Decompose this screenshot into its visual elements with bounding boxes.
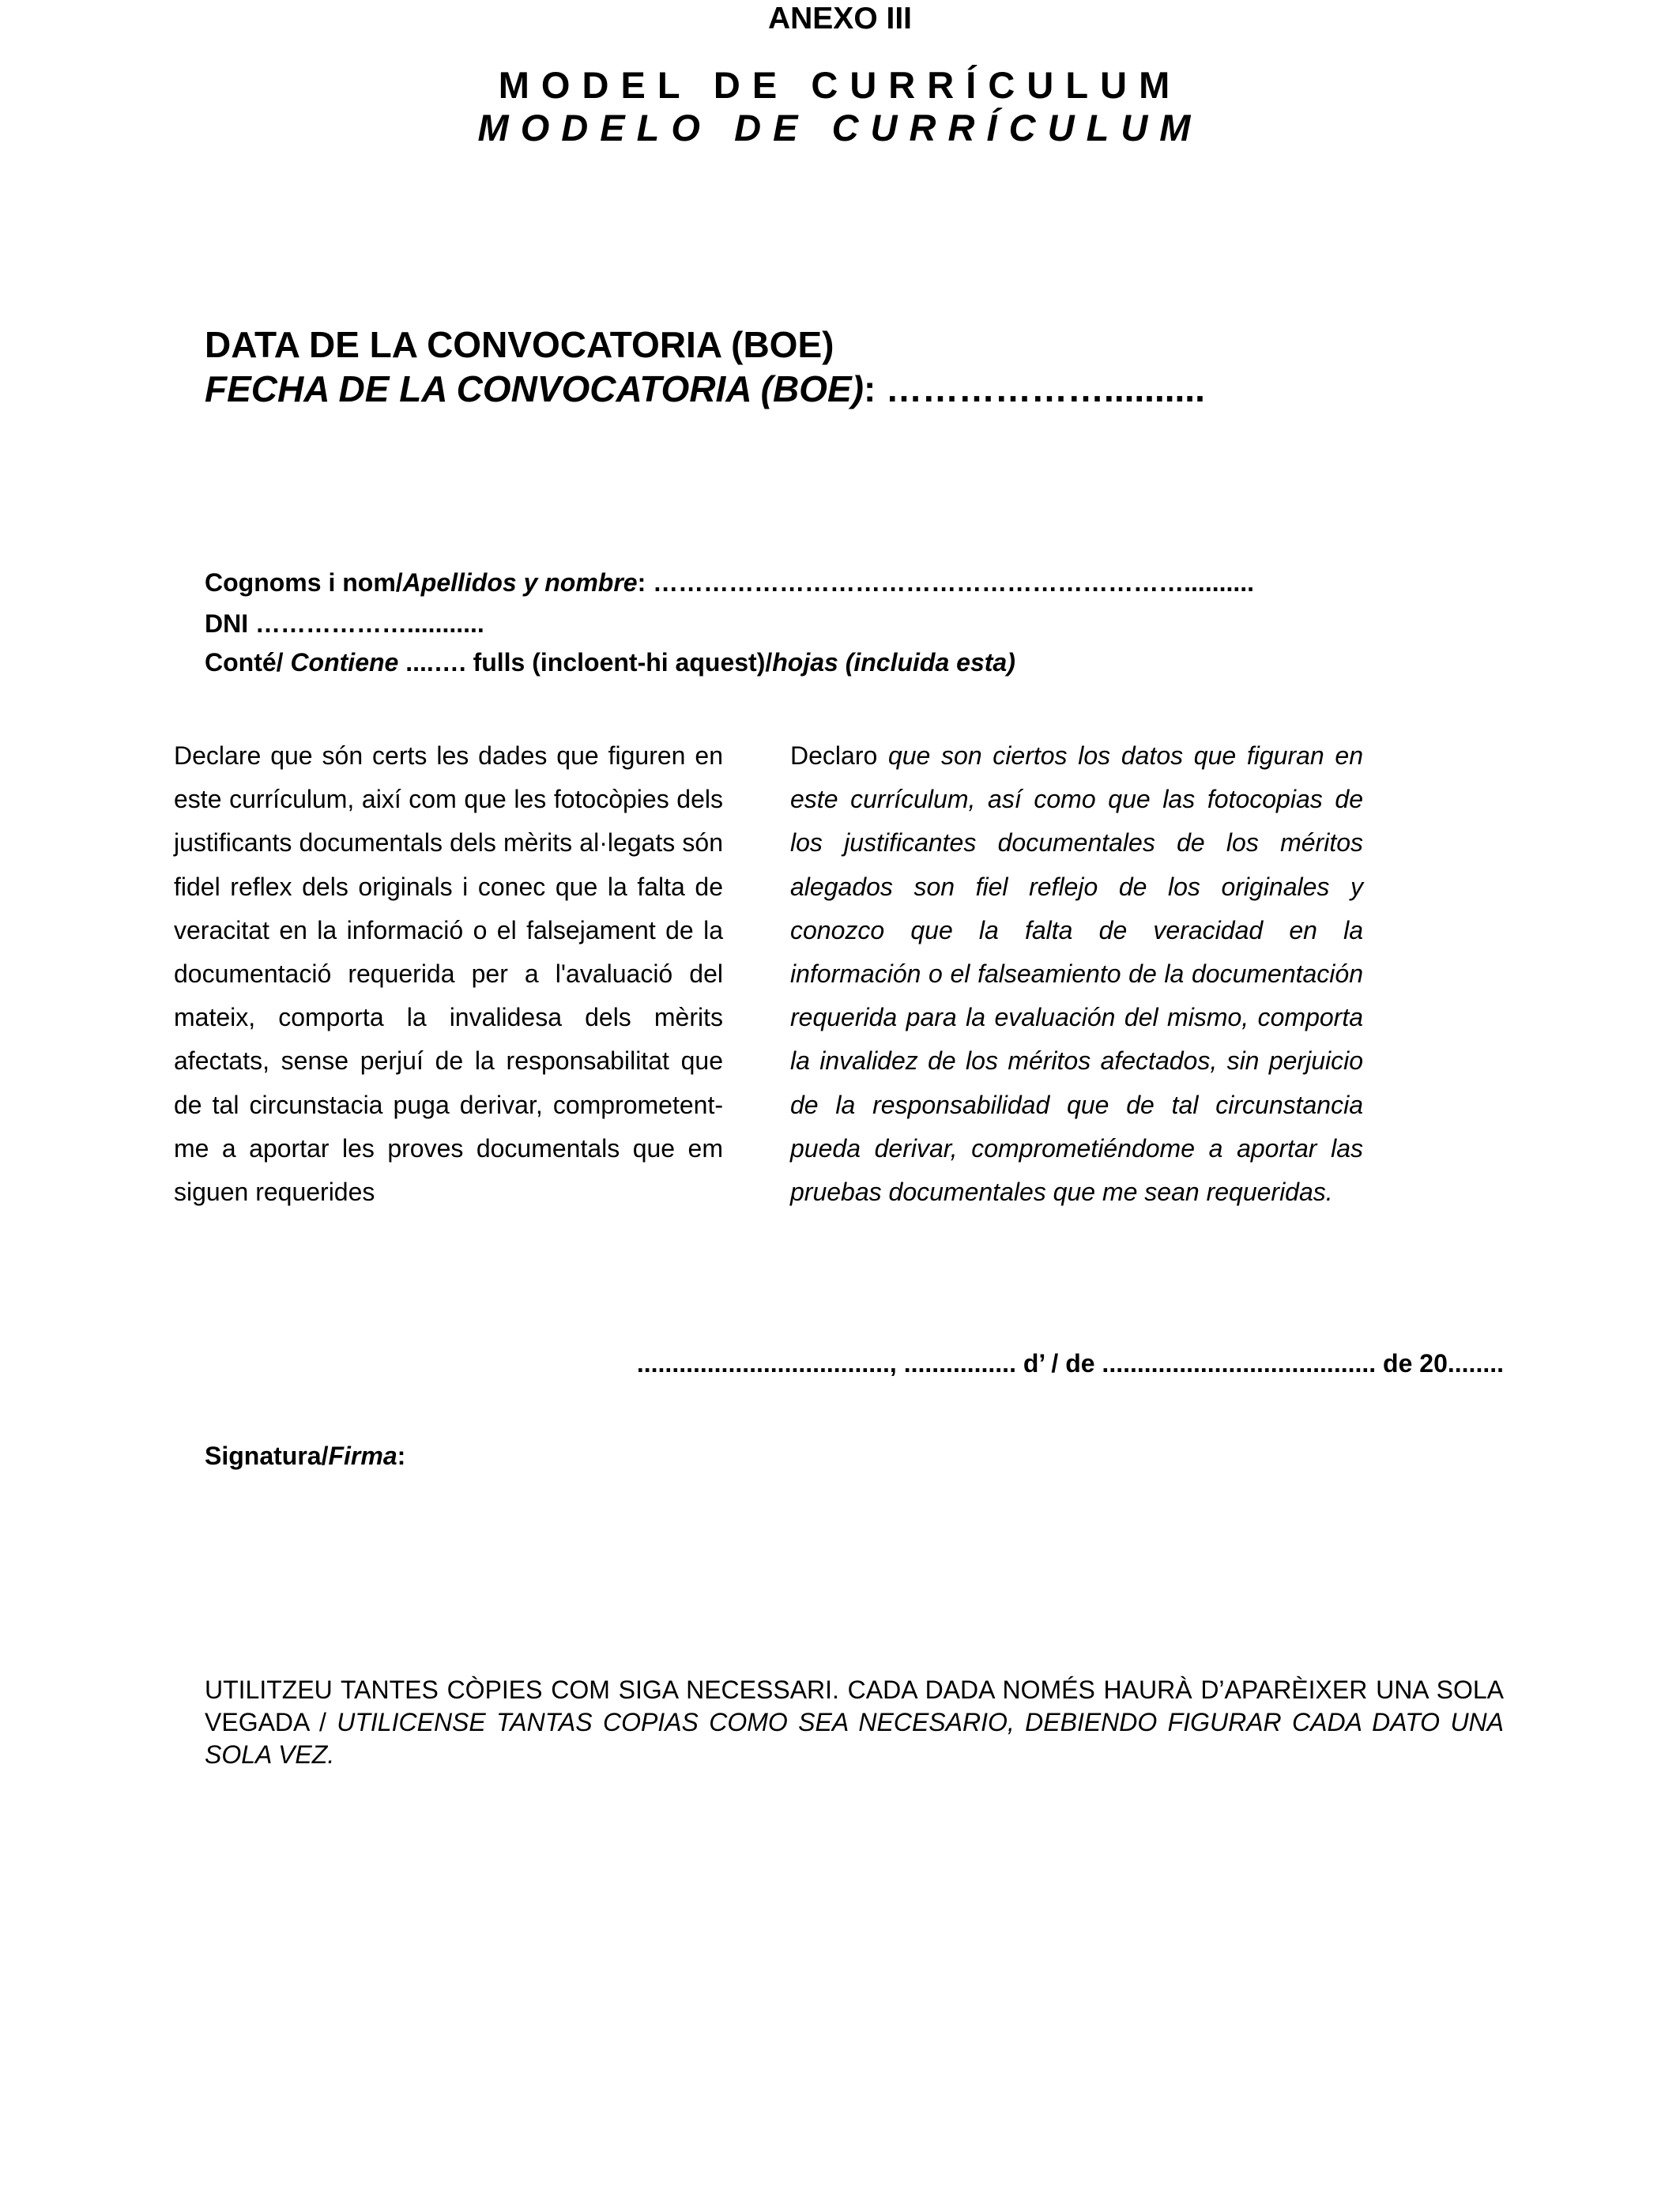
declaration-spanish-lead: Declaro <box>790 741 878 770</box>
contains-label-catalan: Conté/ <box>205 648 291 677</box>
declaration-spanish <box>790 734 1363 1214</box>
name-colon: : <box>637 568 646 597</box>
name-label-spanish: Apellidos y nombre <box>402 568 638 597</box>
convocatoria-line <box>205 366 1205 412</box>
signature-label-catalan: Signatura/ <box>205 1442 329 1470</box>
place-date-line[interactable]: ...................................., ................ d’ / de ....................................... de 20........ <box>636 1349 1504 1378</box>
dni-field <box>205 606 484 641</box>
convocatoria-date-fill[interactable]: ……………….......... <box>876 368 1205 409</box>
sheet-count-fill[interactable]: ....…. fulls (incloent-hi aquest)/ <box>398 648 773 677</box>
convocatoria-colon: : <box>863 368 876 409</box>
name-label-catalan: Cognoms i nom/ <box>205 568 403 597</box>
copies-note-catalan: UTILITZEU TANTES CÒPIES COM SIGA NECESSARI. CADA DADA NOMÉS HAURÀ D’APARÈIXER UNA SOLA VEGADA / <box>205 1676 1504 1736</box>
dni-fill[interactable]: ………………........... <box>248 609 484 638</box>
name-field <box>205 565 1254 600</box>
signature-label-spanish: Firma <box>328 1442 397 1470</box>
convocatoria-label-catalan: DATA DE LA CONVOCATORIA (BOE) <box>205 324 834 365</box>
sheets-label-spanish: hojas (incluida esta) <box>772 648 1015 677</box>
title-catalan: MODEL DE CURRÍCULUM <box>498 64 1182 106</box>
title-spanish: MODELO DE CURRÍCULUM <box>477 107 1203 149</box>
contains-label-spanish: Contiene <box>290 648 399 677</box>
copies-note <box>205 1674 1504 1771</box>
dni-label: DNI <box>205 609 249 638</box>
name-fill[interactable]: ……………………………………………………….......... <box>646 568 1255 597</box>
signature-field <box>205 1438 405 1473</box>
annex-heading: ANEXO III <box>767 2 913 36</box>
declaration-catalan: Declare que són certs les dades que figuren en este currículum, així com que les fotocòpies dels justificants documentals dels mèrits al·legats són fidel reflex dels originals i conec que la falta de veracitat en la informació o el falsejament de la documentació requerida per a l'avaluació del mateix, comporta la invalidesa dels mèrits afectats, sense perjuí de la responsabilitat que de tal circunstacia puga derivar, comprometent-me a aportar les proves documentals que em siguen requerides <box>174 741 723 1207</box>
sheet-count-field <box>205 645 1015 680</box>
signature-colon: : <box>397 1442 406 1470</box>
copies-note-spanish: UTILICENSE TANTAS COPIAS COMO SEA NECESARIO, DEBIENDO FIGURAR CADA DATO UNA SOLA VEZ. <box>205 1708 1505 1769</box>
convocatoria-label-spanish: FECHA DE LA CONVOCATORIA (BOE) <box>205 368 864 409</box>
declaration-spanish-text: que son ciertos los datos que figuran en este currículum, así como que las fotocopias de los justificantes documentales de los méritos alegados son fiel reflejo de los originales y conozco que la falta de veracidad en la información o el falseamiento de la documentación requerida para la evaluación del mismo, comporta la invalidez de los méritos afectados, sin perjuicio de la responsabilidad que de tal circunstancia pueda derivar, comprometiéndome a aportar las pruebas documentales que me sean requeridas. <box>790 741 1363 1207</box>
